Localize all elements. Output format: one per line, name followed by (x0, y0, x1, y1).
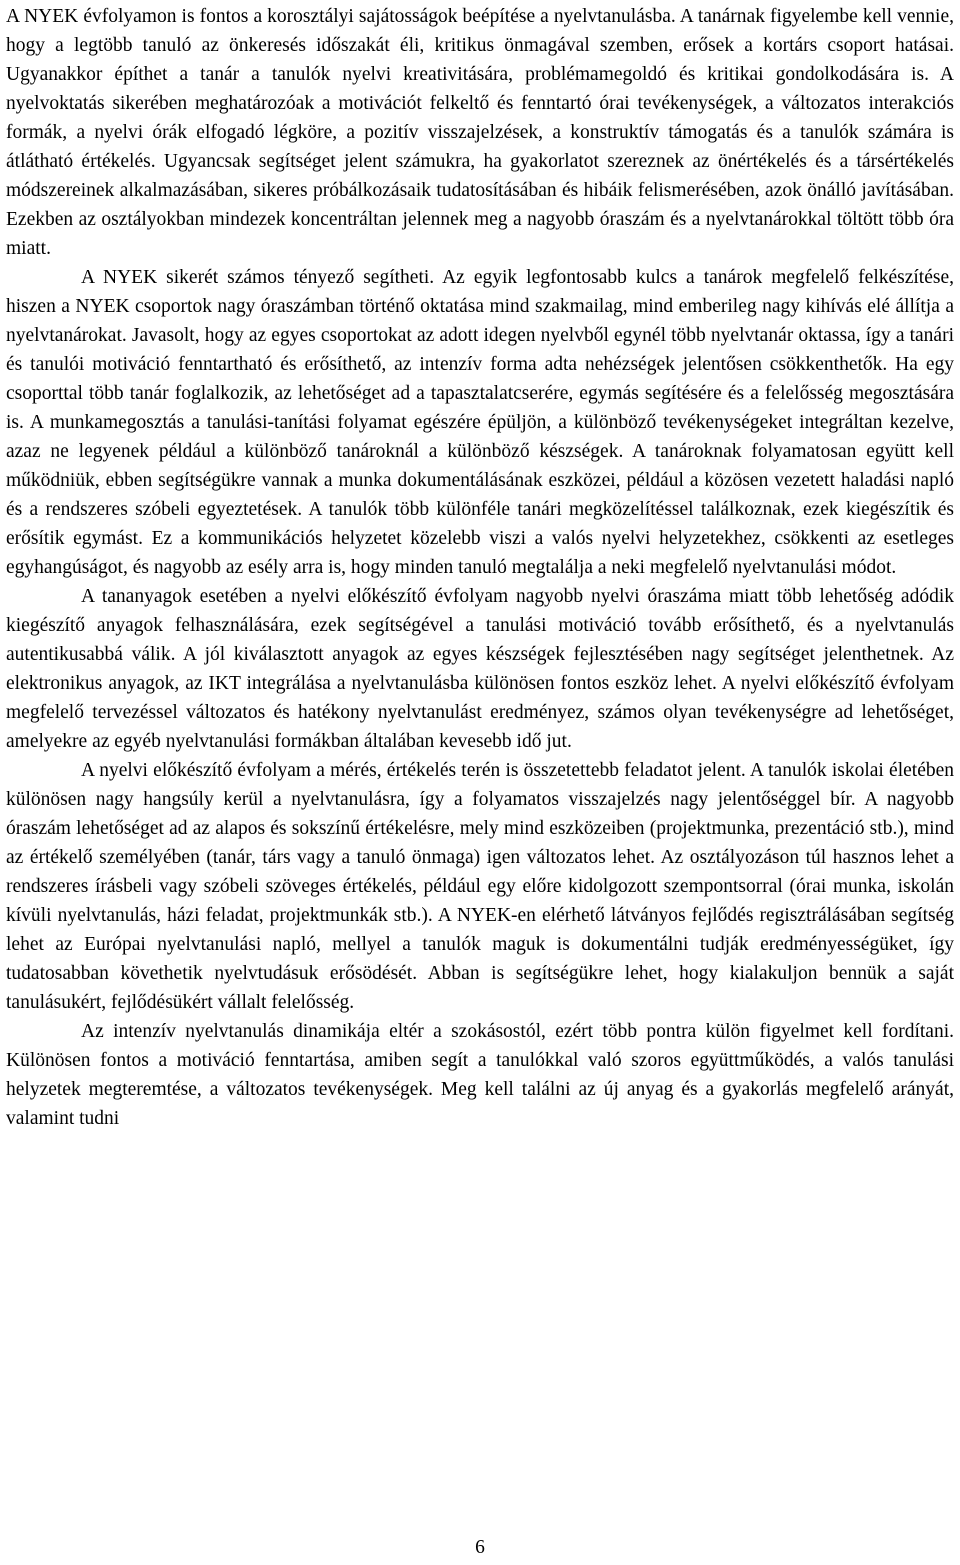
page-number: 6 (475, 1537, 485, 1558)
paragraph-2: A NYEK sikerét számos tényező segítheti. Az egyik legfontosabb kulcs a tanárok megfelelő felkészítése, hiszen a NYEK csoportok nagy óraszámban történő oktatása mind szakmailag, mind emberileg nagy kihívás elé állítja a nyelvtanárokat. Javasolt, hogy az egyes csoportokat az adott idegen nyelvből egynél több nyelvtanár oktassa, így a tanári és tanulói motiváció fenntartható és erősíthető, az intenzív forma adta nehézségek jelentősen csökkenthetők. Ha egy csoporttal több tanár foglalkozik, az lehetőséget ad a tapasztalatcserére, egymás segítésére és a felelősség megosztására is. A munkamegosztás a tanulási-tanítási folyamat egészére épüljön, a különböző tevékenységeket integráltan kezelve, azaz ne legyenek például a különböző tanároknál a különböző készségek. A tanároknak folyamatosan együtt kell működniük, ebben segítségükre vannak a munka dokumentálásának eszközei, például a közösen vezetett haladási napló és a rendszeres szóbeli egyeztetések. A tanulók több különféle tanári megközelítéssel találkoznak, ezek kiegészítik és erősítik egymást. Ez a kommunikációs helyzetet közelebb viszi a valós nyelvi helyzetekhez, csökkenti az esetleges egyhangúságot, és nagyobb az esély arra is, hogy minden tanuló megtalálja a neki megfelelő nyelvtanulási módot. (6, 267, 954, 578)
paragraph-4: A nyelvi előkészítő évfolyam a mérés, értékelés terén is összetettebb feladatot jelent. A tanulók iskolai életében különösen nagy hangsúly kerül a nyelvtanulásra, így a folyamatos visszajelzés nagy jelentőséggel bír. A nagyobb óraszám lehetőséget ad az alapos és sokszínű értékelésre, mely mind eszközeiben (projektmunka, prezentáció stb.), mind az értékelő személyében (tanár, társ vagy a tanuló önmaga) igen változatos lehet. Az osztályozáson túl hasznos lehet a rendszeres írásbeli vagy szóbeli szöveges értékelés, például egy előre kidolgozott szempontsorral (órai munka, iskolán kívüli nyelvtanulás, házi feladat, projektmunkák stb.). A NYEK-en elérhető látványos fejlődés regisztrálásában segítség lehet az Európai nyelvtanulási napló, mellyel a tanulók maguk is dokumentálni tudják eredményességüket, így tudatosabban követhetik nyelvtudásuk erősödését. Abban is segítségükre lehet, hogy kialakuljon bennük a saját tanulásukért, fejlődésükért vállalt felelősség. (6, 760, 954, 1013)
body-text (6, 2, 954, 1133)
document-page (6, 0, 954, 1565)
paragraph-5: Az intenzív nyelvtanulás dinamikája eltér a szokásostól, ezért több pontra külön figyelmet kell fordítani. Különösen fontos a motiváció fenntartása, amiben segít a tanulókkal való szoros együttműködés, a valós tanulási helyzetek megteremtése, a változatos tevékenységek. Meg kell találni az új anyag és a gyakorlás megfelelő arányát, valamint tudni (6, 1021, 954, 1129)
paragraph-3: A tananyagok esetében a nyelvi előkészítő évfolyam nagyobb nyelvi óraszáma miatt több lehetőség adódik kiegészítő anyagok felhasználására, ezek segítségével a tanulási motiváció tovább erősíthető, és a nyelvtanulás autentikusabbá válik. A jól kiválasztott anyagok az egyes készségek fejlesztésében nagy segítséget jelenthetnek. Az elektronikus anyagok, az IKT integrálása a nyelvtanulásba különösen fontos eszköz lehet. A nyelvi előkészítő évfolyam megfelelő tervezéssel változatos és hatékony nyelvtanulást eredményez, számos olyan tevékenységre ad lehetőséget, amelyekre az egyéb nyelvtanulási formákban általában kevesebb idő jut. (6, 586, 954, 752)
paragraph-1: A NYEK évfolyamon is fontos a korosztályi sajátosságok beépítése a nyelvtanulásba. A tanárnak figyelembe kell vennie, hogy a legtöbb tanuló az önkeresés időszakát éli, kritikus önmagával szemben, erősek a kortárs csoport hatásai. Ugyanakkor építhet a tanár a tanulók nyelvi kreativitására, problémamegoldó és kritikai gondolkodására is. A nyelvoktatás sikerében meghatározóak a motivációt felkeltő és fenntartó órai tevékenységek, a változatos interakciós formák, a nyelvi órák elfogadó légköre, a pozitív visszajelzések, a konstruktív támogatás és a tanulók számára is átlátható értékelés. Ugyancsak segítséget jelent számukra, ha gyakorlatot szereznek az önértékelés és a társértékelés módszereinek alkalmazásában, sikeres próbálkozásaik tudatosításában és hibáik felismerésében, azok önálló javításában. Ezekben az osztályokban mindezek koncentráltan jelennek meg a nagyobb óraszám és a nyelvtanárokkal töltött több óra miatt. (6, 6, 954, 259)
